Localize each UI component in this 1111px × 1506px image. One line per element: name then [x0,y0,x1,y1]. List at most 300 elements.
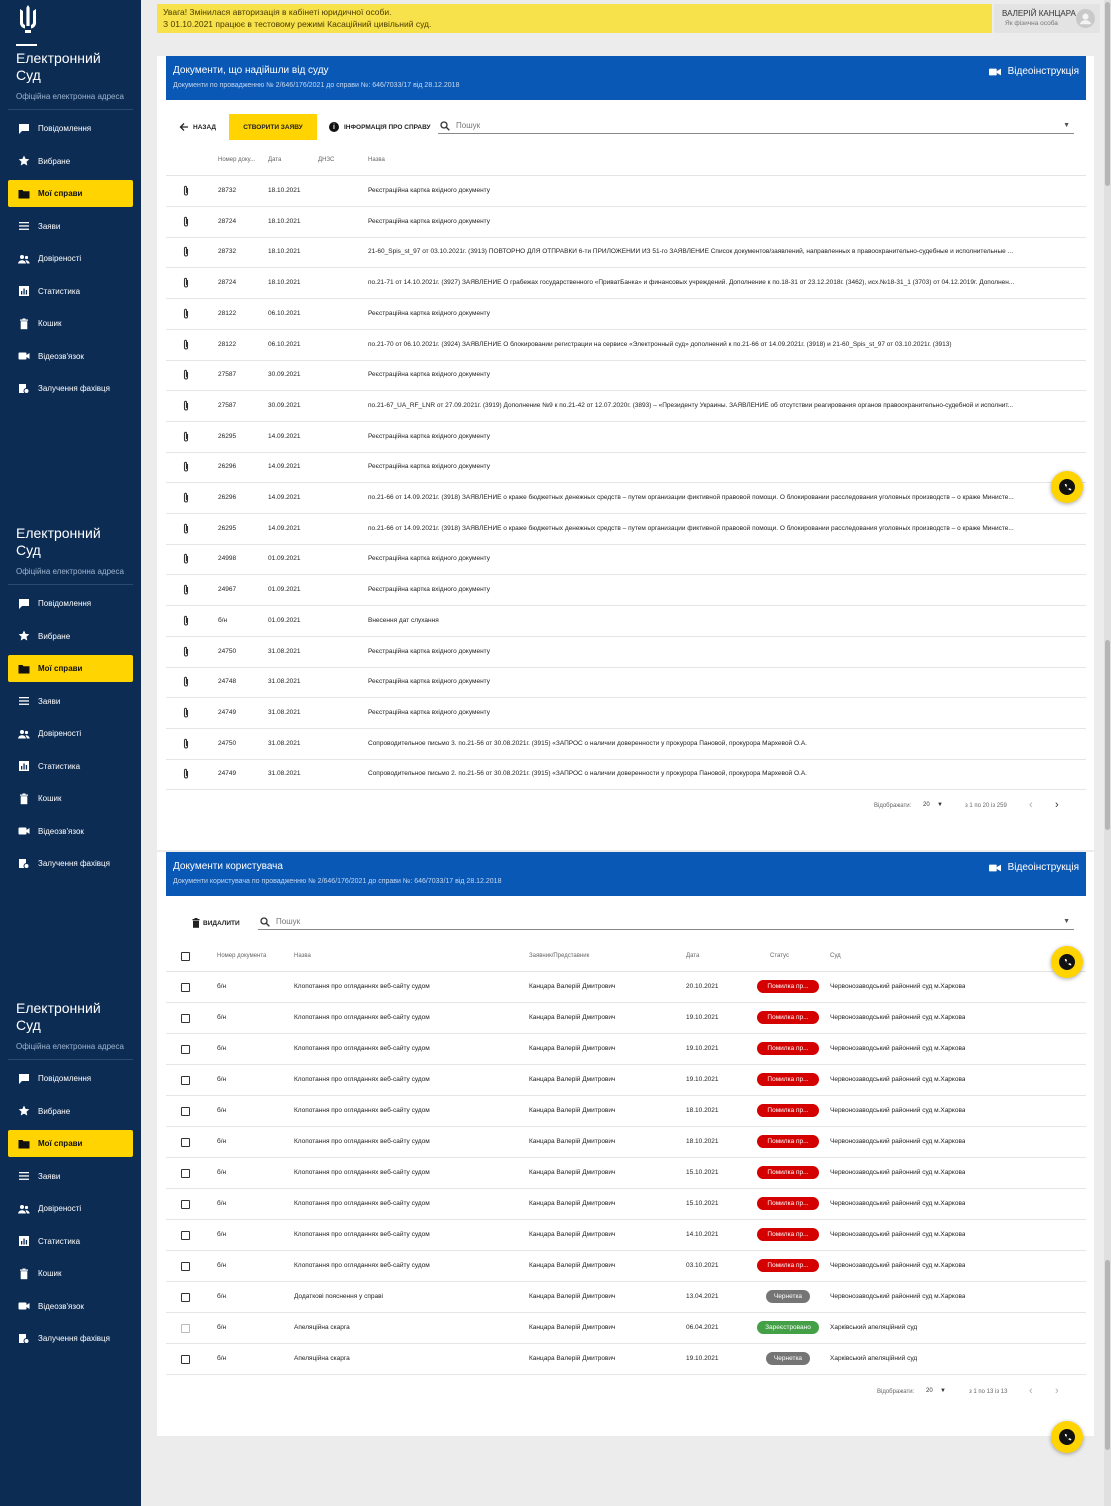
court-name: Червонозаводський районний суд м.Харкова [830,1231,966,1238]
doc-date: 14.09.2021 [268,494,301,501]
sidebar-item-messages[interactable] [8,1065,133,1092]
table-row[interactable] [166,452,1086,483]
scrollbar-thumb[interactable] [1105,640,1110,830]
doc-title[interactable]: по.21-70 от 06.10.2021г. (3924) ЗАЯВЛЕНИЕ О блокировании регистрации на сервисе «Электронный суд» дополнений к по.21-66 от 14.09.2021г. (3918) и 21-60_Spis_st_97 от 03.10.2021г. (3913) [368,340,952,348]
attachment-icon[interactable] [182,277,190,289]
attachment-icon[interactable] [182,768,190,780]
doc-title[interactable]: Клопотання про огляданнях веб-сайту судом [294,1014,430,1021]
doc-number: б/н [217,1014,227,1021]
status-badge: Помилка пр... [757,1135,819,1148]
table-row[interactable] [166,667,1086,698]
table-row[interactable] [166,1189,1086,1220]
row-checkbox[interactable] [181,1045,190,1054]
doc-title[interactable]: Клопотання про огляданнях веб-сайту судом [294,1107,430,1114]
sidebar-item-powers-of-attorney[interactable] [8,245,133,272]
court-name: Харківський апеляційний суд [830,1324,918,1331]
doc-title[interactable]: Додаткові пояснення у справі [294,1293,383,1300]
sidebar-item-video-call[interactable] [8,1293,133,1320]
sidebar-divider [8,584,133,585]
sidebar-item-label: Відеозв'язок [38,351,84,361]
row-checkbox[interactable] [181,983,190,992]
sidebar-item-label: Довіреності [38,729,82,738]
doc-number: 26296 [218,463,237,471]
doc-title[interactable]: по.21-67_UA_RF_LNR от 27.09.2021г. (3919) Дополнение №9 к по.21-42 от 12.07.2020г. (3893) – «Президенту Украины. ЗАЯВЛЕНИЕ об отсутствии реагирования органов правоохранительно-судебной и исполнит... [368,401,1014,409]
attachment-icon[interactable] [182,676,190,688]
trash-icon [18,1268,30,1280]
sidebar-item-powers-of-attorney[interactable] [8,720,133,747]
doc-title[interactable]: Сопроводительное письмо 3. по.21-56 от 30.08.2021г. (3915) «ЗАПРОС о наличии доверенности у прокурора Пановой, прокурора Мархевой О.А. [368,739,807,747]
sidebar-item-trash[interactable] [8,1260,133,1287]
doc-title[interactable]: Сопроводительное письмо 2. по.21-56 от 30.08.2021г. (3915) «ЗАПРОС о наличии доверенности у прокурора Пановой, прокурора Мархевой О.А. [368,770,807,778]
doc-date: 18.10.2021 [268,187,301,194]
doc-number: б/н [217,1200,227,1207]
doc-title[interactable]: Реєстраційна картка вхідного документу [368,678,490,686]
sidebar-section [0,0,141,475]
doc-number: 28724 [218,279,237,287]
doc-title[interactable]: Реєстраційна картка вхідного документу [368,647,490,655]
panel-title: Документи користувача [173,861,283,872]
doc-date: 20.10.2021 [686,983,719,990]
doc-number: 26296 [218,494,237,501]
video-instruction-label: Відеоінструкція [1007,66,1079,77]
sidebar-item-favorites[interactable] [8,148,133,175]
status-badge: Чернетка [766,1352,810,1365]
sidebar-item-trash[interactable] [8,785,133,812]
back-label: НАЗАД [193,123,217,131]
doc-date: 19.10.2021 [686,1014,719,1021]
doc-number: 24749 [218,708,237,716]
row-checkbox[interactable] [181,1107,190,1116]
court-name: Червонозаводський районний суд м.Харкова [830,983,966,990]
sidebar-item-trash[interactable] [8,310,133,337]
page-size-select[interactable]: 20 [923,802,930,808]
doc-title[interactable]: Клопотання про огляданнях веб-сайту судом [294,1045,430,1052]
sidebar-item-applications[interactable] [8,1163,133,1190]
search-icon [440,121,450,131]
doc-date: 19.10.2021 [686,1355,719,1362]
user-documents-toolbar [166,910,1086,936]
attachment-icon[interactable] [182,738,190,750]
column-name[interactable]: Назва [294,953,311,959]
doc-date: 14.10.2021 [686,1231,719,1238]
doc-date: 18.10.2021 [268,279,301,287]
doc-date: 14.09.2021 [268,463,301,471]
doc-title[interactable]: Клопотання про огляданнях веб-сайту судом [294,1262,430,1269]
sidebar-item-specialist[interactable] [8,375,133,402]
doc-number: б/н [217,1107,227,1114]
column-date[interactable]: Дата [686,953,700,959]
doc-title[interactable]: Апеляційна скарга [294,1324,350,1331]
column-date[interactable]: Дата [268,157,282,163]
column-name[interactable]: Назва [368,157,385,163]
table-row[interactable] [166,1282,1086,1313]
doc-title[interactable]: по.21-66 от 14.09.2021г. (3918) ЗАЯВЛЕНИЕ о краже бюджетных денежных средств – путем организации фиктивной правовой помощи. О блокировании расследования уголовных производств – о краже Министе... [368,524,1014,532]
call-button[interactable] [1051,1421,1083,1453]
doc-title[interactable]: Реєстраційна картка вхідного документу [368,555,490,563]
message-icon [18,598,30,610]
court-documents-header [166,56,1086,100]
page-range: з 1 по 20 із 259 [965,803,1007,809]
create-application-button[interactable]: СТВОРИТИ ЗАЯВУ [229,114,317,140]
status-badge: Помилка пр... [757,980,819,993]
table-row[interactable] [166,360,1086,391]
search-input[interactable] [276,917,1063,926]
sidebar-item-my-cases[interactable] [8,655,133,682]
select-all-checkbox[interactable] [181,952,190,961]
table-row[interactable] [166,514,1086,545]
message-icon [18,123,30,135]
applicant: Канцара Валерій Дмитрович [529,1076,616,1083]
doc-number: 24749 [218,770,237,778]
table-row[interactable] [166,176,1086,207]
table-row[interactable] [166,1251,1086,1282]
court-name: Харківський апеляційний суд [830,1355,918,1362]
doc-date: 14.09.2021 [268,432,301,440]
table-row[interactable] [166,1220,1086,1251]
court-name: Червонозаводський районний суд м.Харкова [830,1076,966,1083]
doc-title[interactable]: Клопотання про огляданнях веб-сайту судом [294,1169,430,1176]
delete-button[interactable] [192,918,240,928]
info-icon: i [329,122,339,132]
applicant: Канцара Валерій Дмитрович [529,1200,616,1207]
table-row[interactable] [166,299,1086,330]
row-checkbox[interactable] [181,1014,190,1023]
doc-date: 06.04.2021 [686,1324,719,1331]
user-documents-table-header [166,942,1086,972]
user-menu[interactable] [994,4,1100,33]
attachment-icon[interactable] [182,492,190,504]
table-row[interactable] [166,606,1086,637]
doc-title[interactable]: Реєстраційна картка вхідного документу [368,187,490,194]
attachment-icon[interactable] [182,308,190,320]
row-checkbox[interactable] [181,1138,190,1147]
attachment-icon[interactable] [182,553,190,565]
sidebar-item-specialist[interactable] [8,1325,133,1352]
phone-icon [1059,954,1075,970]
phone-icon [1059,479,1075,495]
applicant: Канцара Валерій Дмитрович [529,1014,616,1021]
folder-icon [18,188,30,200]
sidebar-item-statistics[interactable] [8,1228,133,1255]
user-icon [1076,9,1095,28]
table-row[interactable] [166,237,1086,268]
applicant: Канцара Валерій Дмитрович [529,1045,616,1052]
court-name: Червонозаводський районний суд м.Харкова [830,1014,966,1021]
applicant: Канцара Валерій Дмитрович [529,1355,616,1362]
attachment-icon[interactable] [182,246,190,258]
sidebar-item-label: Статистика [38,1236,81,1246]
column-dnzs[interactable]: ДНЗС [318,157,335,163]
page-range: з 1 по 13 із 13 [969,1389,1008,1395]
star-icon [18,155,30,167]
court-name: Червонозаводський районний суд м.Харкова [830,1200,966,1207]
video-camera-icon [989,67,1001,77]
user-documents-header [166,852,1086,896]
row-checkbox[interactable] [181,1231,190,1240]
table-row[interactable] [166,729,1086,760]
doc-date: 01.09.2021 [268,616,301,624]
doc-number: 24750 [218,739,237,747]
doc-number: б/н [217,1169,227,1176]
search-field[interactable] [258,914,1074,930]
applicant: Канцара Валерій Дмитрович [529,1293,616,1300]
specialist-icon [18,1333,30,1345]
call-button[interactable] [1051,471,1083,503]
attachment-icon[interactable] [182,707,190,719]
list-icon [18,695,30,707]
brand-subtitle: Офіційна електронна адреса [16,1042,124,1051]
sidebar-item-messages[interactable] [8,115,133,142]
banner-line-1: Увага! Змінилася авторизація в кабінеті юридичної особи. [163,7,392,17]
sidebar-item-applications[interactable] [8,213,133,240]
table-row[interactable] [166,1065,1086,1096]
column-number[interactable]: Номер доку... [218,157,256,163]
user-role: Як фізична особа [1005,20,1058,27]
sidebar-item-statistics[interactable] [8,753,133,780]
doc-title[interactable]: 21-60_Spis_st_97 от 03.10.2021г. (3913) ПОВТОРНО ДЛЯ ОТПРАВКИ 6-ти ПРИЛОЖЕНИЙ ИЗ 51-го ЗАЯВЛЕНИЕ Список документов/заявлений, направленных в правоохранительно-судебные и исполнительные ... [368,248,1014,256]
case-info-label: ІНФОРМАЦІЯ ПРО СПРАВУ [344,123,431,131]
doc-title[interactable]: Клопотання про огляданнях веб-сайту судом [294,1231,430,1238]
row-checkbox[interactable] [181,1169,190,1178]
doc-date: 18.10.2021 [268,217,301,225]
chevron-down-icon[interactable]: ▼ [1063,122,1070,129]
video-instruction-link[interactable] [989,66,1079,77]
attachment-icon[interactable] [182,584,190,596]
page-size-chevron-icon[interactable]: ▼ [937,802,943,808]
doc-number: б/н [217,1231,227,1238]
prev-page-icon[interactable]: ‹ [1029,799,1033,811]
chevron-down-icon[interactable]: ▼ [1063,918,1070,925]
trident-logo-icon[interactable] [18,4,38,34]
table-row[interactable] [166,698,1086,729]
sidebar-item-favorites[interactable] [8,623,133,650]
table-row[interactable] [166,972,1086,1003]
doc-title[interactable]: Апеляційна скарга [294,1355,350,1362]
sidebar-item-label: Мої справи [38,189,83,198]
sidebar-item-video-call[interactable] [8,818,133,845]
scrollbar-thumb[interactable] [1105,2,1110,186]
table-row[interactable] [166,483,1086,514]
sidebar-item-label: Залучення фахівця [38,859,110,868]
doc-number: б/н [217,1045,227,1052]
court-name: Червонозаводський районний суд м.Харкова [830,1293,966,1300]
sidebar-item-label: Кошик [38,1269,62,1278]
table-row[interactable] [166,391,1086,422]
doc-number: б/н [217,983,227,990]
doc-date: 30.09.2021 [268,371,301,379]
page-size-chevron-icon[interactable]: ▼ [940,1388,946,1394]
sidebar-item-messages[interactable] [8,590,133,617]
court-name: Червонозаводський районний суд м.Харкова [830,1138,966,1145]
user-documents-panel [157,852,1094,1436]
arrow-left-icon [179,122,189,132]
doc-date: 01.09.2021 [268,555,301,563]
status-badge: Зареєстровано [757,1321,819,1334]
avatar[interactable] [1076,9,1095,28]
attachment-icon[interactable] [182,615,190,627]
doc-date: 31.08.2021 [268,678,301,686]
applicant: Канцара Валерій Дмитрович [529,1324,616,1331]
page-scrollbar[interactable] [1104,0,1111,1506]
delete-label: ВИДАЛИТИ [203,919,240,927]
page-size-select[interactable]: 20 [926,1388,933,1394]
chart-icon [18,760,30,772]
applicant: Канцара Валерій Дмитрович [529,983,616,990]
search-field[interactable] [438,118,1074,134]
table-row[interactable] [166,544,1086,575]
sidebar-item-favorites[interactable] [8,1098,133,1125]
chart-icon [18,1235,30,1247]
doc-number: б/н [218,616,228,624]
user-documents-pager [166,1380,1086,1404]
attachment-icon[interactable] [182,646,190,658]
table-row[interactable] [166,422,1086,453]
call-button[interactable] [1051,946,1083,978]
doc-date: 30.09.2021 [268,401,301,409]
scrollbar-thumb[interactable] [1105,1260,1110,1450]
sidebar-item-specialist[interactable] [8,850,133,877]
sidebar-item-label: Відеозв'язок [38,826,84,836]
next-page-icon[interactable]: › [1055,799,1059,811]
brand-divider [16,44,37,46]
table-row[interactable] [166,1313,1086,1344]
row-checkbox[interactable] [181,1324,190,1333]
doc-title[interactable]: Внесення дат слухання [368,616,439,624]
table-row[interactable] [166,1158,1086,1189]
table-row[interactable] [166,268,1086,299]
doc-title[interactable]: Реєстраційна картка вхідного документу [368,309,490,317]
table-row[interactable] [166,330,1086,361]
court-documents-table-header [166,146,1086,176]
doc-date: 19.10.2021 [686,1076,719,1083]
doc-date: 18.10.2021 [686,1138,719,1145]
table-row[interactable] [166,1344,1086,1375]
warning-banner [157,4,992,33]
video-instruction-label: Відеоінструкція [1007,862,1079,873]
row-checkbox[interactable] [181,1076,190,1085]
attachment-icon[interactable] [182,339,190,351]
sidebar-item-label: Кошик [38,794,62,803]
doc-title[interactable]: Реєстраційна картка вхідного документу [368,586,490,594]
video-icon [18,1300,30,1312]
table-row[interactable] [166,1127,1086,1158]
column-applicant[interactable]: Заявник/Представник [529,953,590,959]
video-instruction-link[interactable] [989,862,1079,873]
table-row[interactable] [166,207,1086,238]
table-row[interactable] [166,1003,1086,1034]
back-button[interactable] [179,122,216,132]
status-badge: Помилка пр... [757,1228,819,1241]
attachment-icon[interactable] [182,185,190,197]
status-badge: Помилка пр... [757,1011,819,1024]
user-name: ВАЛЕРІЙ КАНЦАРА [1002,9,1076,18]
doc-title[interactable]: Клопотання про огляданнях веб-сайту судом [294,1200,430,1207]
column-court[interactable]: Суд [830,953,841,959]
row-checkbox[interactable] [181,1200,190,1209]
status-badge: Чернетка [766,1290,810,1303]
sidebar-item-applications[interactable] [8,688,133,715]
row-checkbox[interactable] [181,1355,190,1364]
court-name: Червонозаводський районний суд м.Харкова [830,1169,966,1176]
brand-name: Електронний Суд [16,1000,101,1033]
applicant: Канцара Валерій Дмитрович [529,1169,616,1176]
doc-title[interactable]: Реєстраційна картка вхідного документу [368,463,490,471]
doc-title[interactable]: Реєстраційна картка вхідного документу [368,371,490,379]
page-size-label: Відображати: [874,803,912,809]
court-documents-panel [157,56,1094,850]
sidebar-item-statistics[interactable] [8,278,133,305]
status-badge: Помилка пр... [757,1104,819,1117]
court-name: Червонозаводський районний суд м.Харкова [830,1045,966,1052]
row-checkbox[interactable] [181,1293,190,1302]
sidebar-item-video-call[interactable] [8,343,133,370]
column-number[interactable]: Номер документа [217,953,267,959]
doc-date: 06.10.2021 [268,309,301,317]
panel-subtitle: Документи по провадженню № 2/646/176/2021 до справи №: 646/7033/17 від 28.12.2018 [173,82,460,89]
video-icon [18,350,30,362]
page-size-label: Відображати: [877,1389,915,1395]
doc-title[interactable]: Реєстраційна картка вхідного документу [368,217,490,225]
doc-title[interactable]: Реєстраційна картка вхідного документу [368,432,490,440]
doc-title[interactable]: Клопотання про огляданнях веб-сайту судом [294,983,430,990]
doc-title[interactable]: Клопотання про огляданнях веб-сайту судом [294,1076,430,1083]
doc-title[interactable]: Реєстраційна картка вхідного документу [368,708,490,716]
column-status[interactable]: Статус [770,953,789,959]
table-row[interactable] [166,1034,1086,1065]
attachment-icon[interactable] [182,216,190,228]
prev-page-icon[interactable]: ‹ [1029,1385,1033,1397]
attachment-icon[interactable] [182,461,190,473]
attachment-icon[interactable] [182,431,190,443]
doc-number: б/н [217,1262,227,1269]
doc-number: б/н [217,1355,227,1362]
table-row[interactable] [166,575,1086,606]
doc-number: б/н [217,1138,227,1145]
doc-date: 06.10.2021 [268,340,301,348]
table-row[interactable] [166,759,1086,790]
banner-line-2: З 01.10.2021 працює в тестовому режимі Касаційний цивільний суд. [163,19,432,29]
attachment-icon[interactable] [182,400,190,412]
applicant: Канцара Валерій Дмитрович [529,1231,616,1238]
attachment-icon[interactable] [182,369,190,381]
search-input[interactable] [456,121,1063,130]
doc-number: 28732 [218,248,237,256]
sidebar-item-my-cases[interactable] [8,180,133,207]
sidebar-item-label: Вибране [38,156,71,166]
brand-name: Електронний Суд [16,525,101,558]
case-info-button[interactable] [329,122,431,132]
doc-number: 28122 [218,340,237,348]
trash-icon [18,793,30,805]
status-badge: Помилка пр... [757,1073,819,1086]
sidebar-item-powers-of-attorney[interactable] [8,1195,133,1222]
attachment-icon[interactable] [182,523,190,535]
video-icon [18,825,30,837]
row-checkbox[interactable] [181,1262,190,1271]
table-row[interactable] [166,1096,1086,1127]
next-page-icon[interactable]: › [1055,1385,1059,1397]
table-row[interactable] [166,637,1086,668]
doc-number: 24998 [218,555,237,563]
doc-title[interactable]: по.21-66 от 14.09.2021г. (3918) ЗАЯВЛЕНИЕ о краже бюджетных денежных средств – путем организации фиктивной правовой помощи. О блокировании расследования уголовных производств – о краже Министе... [368,494,1014,501]
sidebar-item-label: Статистика [38,286,81,296]
doc-title[interactable]: по.21-71 от 14.10.2021г. (3927) ЗАЯВЛЕНИЕ О грабежах государственного «ПриватБанка» и финансовых учреждений. Дополнение к по.18-31 от 23.12.2018г. (3462), исх.№18-31_1 (3703) от 04.12.2019г. Дополнен... [368,279,1015,287]
sidebar-item-my-cases[interactable] [8,1130,133,1157]
applicant: Канцара Валерій Дмитрович [529,1107,616,1114]
doc-title[interactable]: Клопотання про огляданнях веб-сайту судом [294,1138,430,1145]
sidebar-item-label: Заяви [38,221,61,231]
chart-icon [18,285,30,297]
